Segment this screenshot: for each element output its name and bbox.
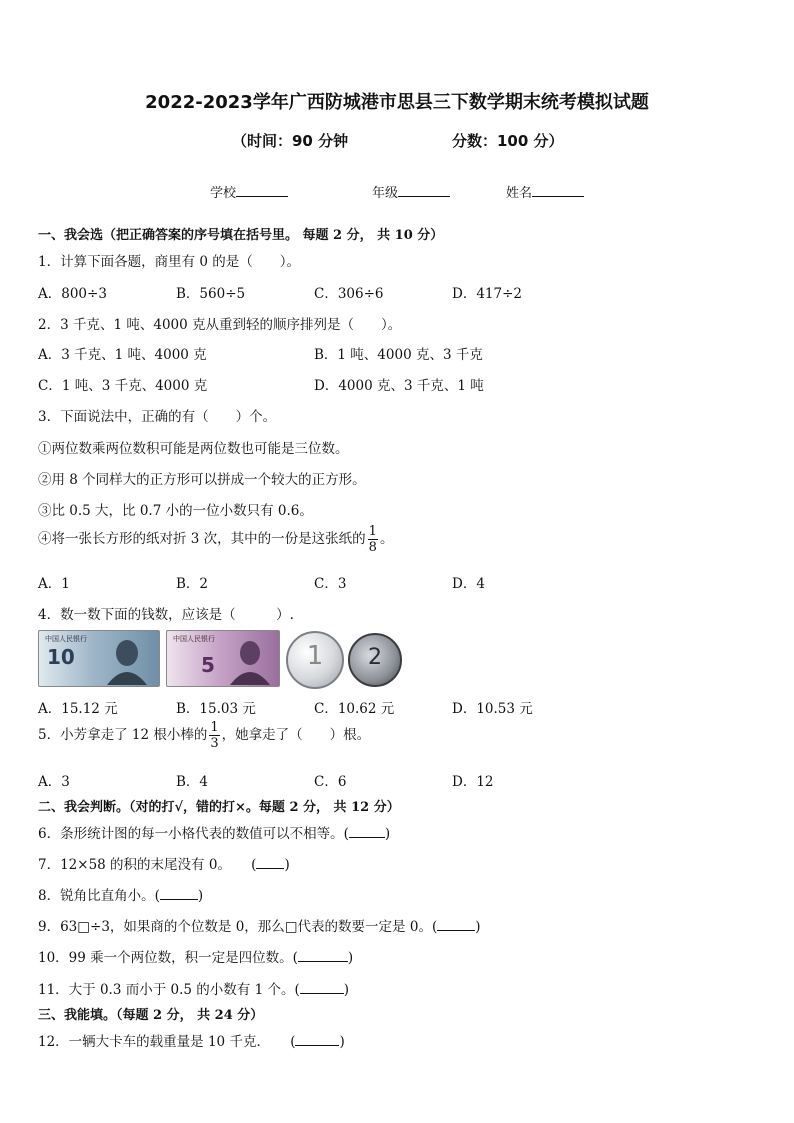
ten-yuan-note: 中国人民银行 10 — [38, 630, 160, 687]
two-fen-coin: 2 — [348, 633, 402, 687]
question-3: 3．下面说法中，正确的有（ ）个。 — [38, 409, 277, 425]
page-title: 2022-2023学年广西防城港市思县三下数学期末统考模拟试题 — [145, 92, 649, 113]
q5-option-a: A．3 — [38, 774, 70, 790]
fraction-one-eighth: $\frac{1}{8}$ — [368, 524, 377, 555]
question-10: 10．99 乘一个两位数，积一定是四位数。( ) — [38, 950, 354, 966]
question-2: 2．3 千克、1 吨、4000 克从重到轻的顺序排列是（ ）。 — [38, 317, 402, 333]
school-field: 学校 — [210, 182, 288, 201]
q4-option-c: C．10.62 元 — [314, 701, 395, 717]
q5-option-d: D．12 — [452, 774, 494, 790]
q4-option-a: A．15.12 元 — [38, 701, 118, 717]
q3-option-d: D．4 — [452, 576, 485, 592]
q5-option-b: B．4 — [176, 774, 209, 790]
q2-option-a: A．3 千克、1 吨、4000 克 — [38, 347, 207, 363]
question-8: 8．锐角比直角小。( ) — [38, 888, 204, 904]
q1-option-b: B．560÷5 — [176, 286, 246, 302]
q1-option-d: D．417÷2 — [452, 286, 522, 302]
name-field: 姓名 — [506, 182, 584, 201]
q3-statement-3: ③比 0.5 大，比 0.7 小的一位小数只有 0.6。 — [38, 503, 313, 519]
five-yuan-note: 中国人民银行 5 — [166, 630, 280, 687]
one-yuan-coin: 1 — [286, 631, 344, 689]
q3-statement-2: ②用 8 个同样大的正方形可以拼成一个较大的正方形。 — [38, 472, 366, 488]
q2-option-b: B．1 吨、4000 克、3 千克 — [314, 347, 483, 363]
q1-option-c: C．306÷6 — [314, 286, 384, 302]
score-label: 分数：100 分） — [452, 132, 564, 150]
portrait-icon — [225, 635, 275, 685]
portrait-icon — [101, 635, 153, 685]
q1-option-a: A．800÷3 — [38, 286, 107, 302]
q3-statement-4: ④将一张长方形的纸对折 3 次，其中的一份是这张纸的 $\frac{1}{8}$ 。 — [38, 524, 394, 555]
q5-option-c: C．6 — [314, 774, 347, 790]
q2-option-c: C．1 吨、3 千克、4000 克 — [38, 378, 208, 394]
question-6: 6．条形统计图的每一小格代表的数值可以不相等。( ) — [38, 826, 391, 842]
q2-option-d: D．4000 克、3 千克、1 吨 — [314, 378, 484, 394]
section-1-heading: 一、我会选（把正确答案的序号填在括号里。 每题 2 分， 共 10 分） — [38, 228, 444, 243]
question-4: 4．数一数下面的钱数，应该是（ ）. — [38, 607, 294, 623]
q3-option-c: C．3 — [314, 576, 347, 592]
question-7: 7．12×58 的积的末尾没有 0。 ( ) — [38, 857, 290, 873]
question-11: 11．大于 0.3 而小于 0.5 的小数有 1 个。( ) — [38, 982, 350, 998]
q3-option-b: B．2 — [176, 576, 209, 592]
question-5: 5．小芳拿走了 12 根小棒的 $\frac{1}{3}$ ，她拿走了（ ）根。 — [38, 720, 371, 751]
section-3-heading: 三、我能填。（每题 2 分， 共 24 分） — [38, 1008, 264, 1023]
q4-option-b: B．15.03 元 — [176, 701, 256, 717]
q4-option-d: D．10.53 元 — [452, 701, 533, 717]
question-9: 9．63□÷3，如果商的个位数是 0，那么□代表的数要一定是 0。( ) — [38, 919, 481, 935]
fraction-one-third: $\frac{1}{3}$ — [210, 720, 219, 751]
time-label: （时间：90 分钟 — [232, 132, 349, 150]
question-12: 12．一辆大卡车的载重量是 10 千克． ( ) — [38, 1034, 345, 1050]
q3-statement-1: ①两位数乘两位数积可能是两位数也可能是三位数。 — [38, 441, 349, 457]
section-2-heading: 二、我会判断。（对的打√，错的打×。每题 2 分， 共 12 分） — [38, 800, 400, 815]
grade-field: 年级 — [372, 182, 450, 201]
question-1: 1．计算下面各题，商里有 0 的是（ ）。 — [38, 254, 301, 270]
q3-option-a: A．1 — [38, 576, 70, 592]
